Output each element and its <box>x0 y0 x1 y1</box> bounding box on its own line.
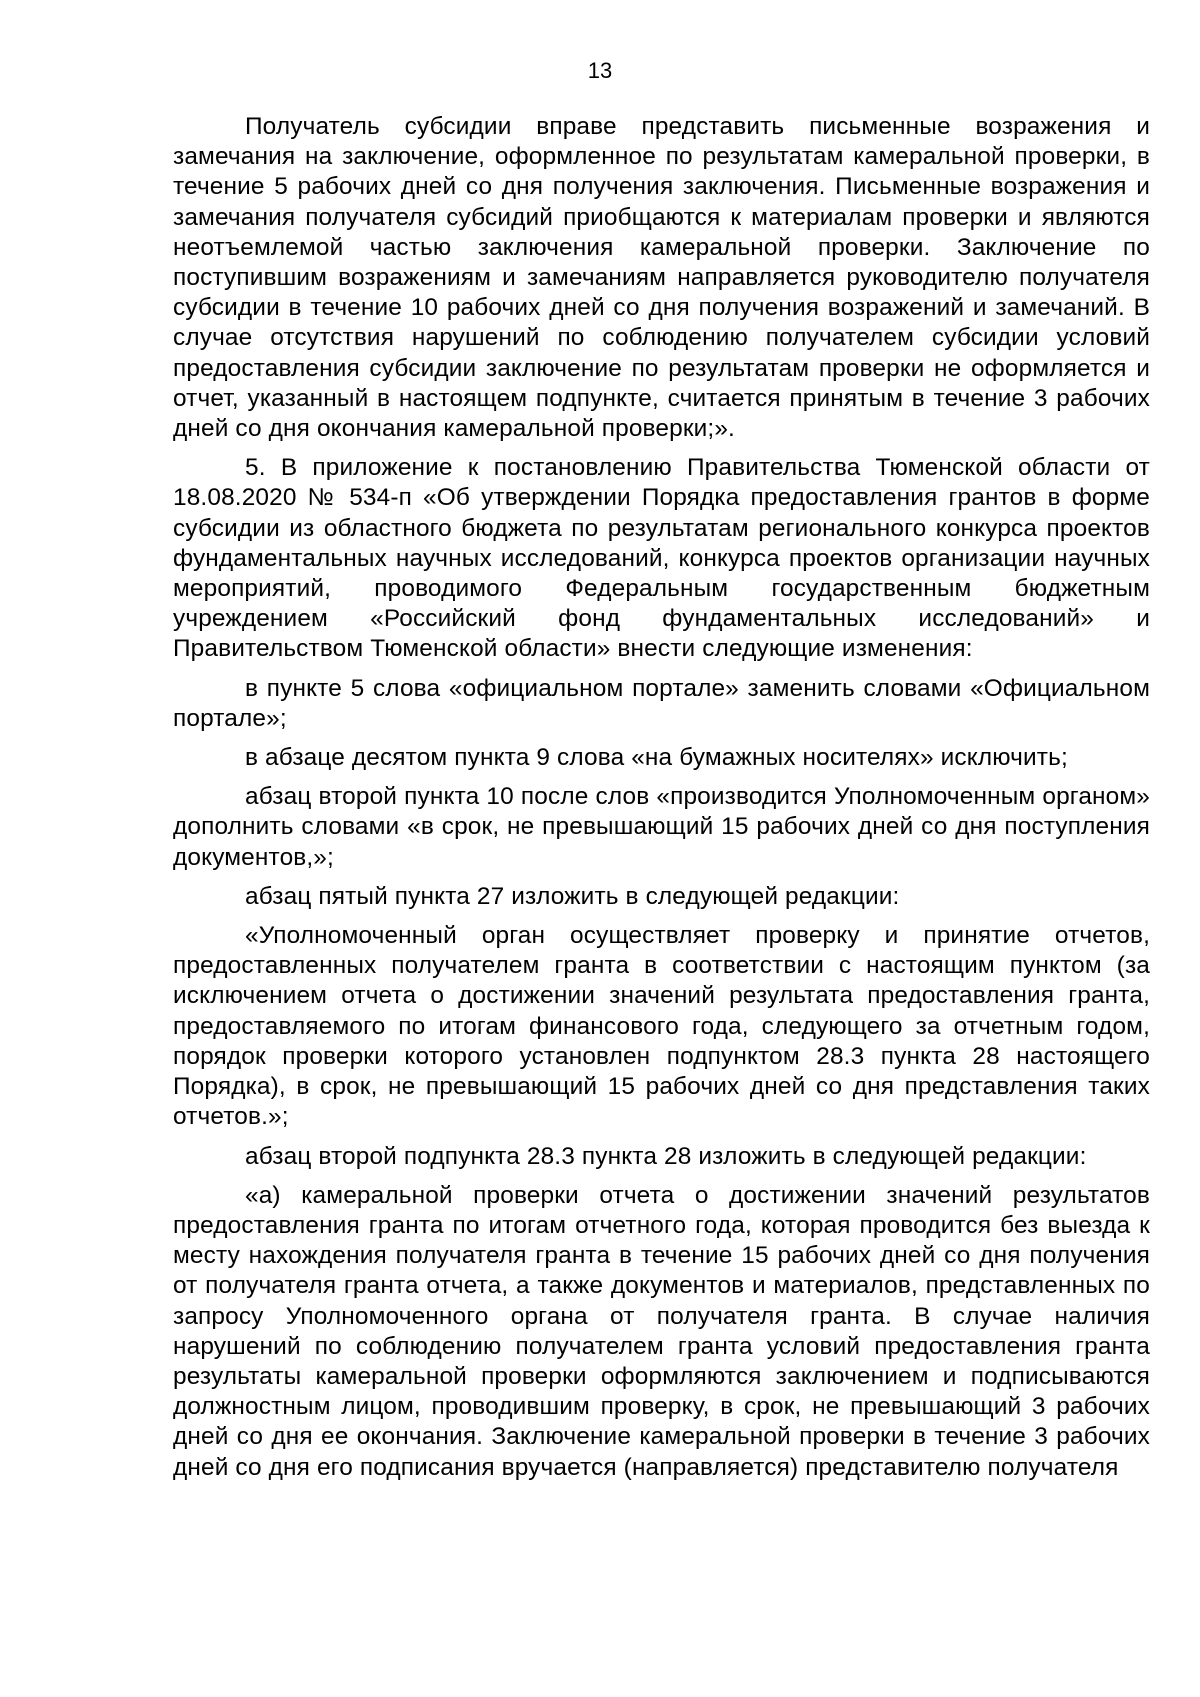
paragraph-item-5: 5. В приложение к постановлению Правительства Тюменской области от 18.08.2020 № 534-п «Об утверждении Порядка предоставления грантов в форме субсидии из областного бюджета по результатам регионального конкурса проектов фундаментальных научных исследований, конкурса проектов организации научных мероприятий, проводимого Федеральным государственным бюджетным учреждением «Российский фонд фундаментальных исследований» и Правительством Тюменской области» внести следующие изменения: <box>173 454 1150 663</box>
page-number: 13 <box>587 58 613 83</box>
paragraph-amend-point-10: абзац второй пункта 10 после слов «производится Уполномоченным органом» дополнить словами «в срок, не превышающий 15 рабочих дней со дня поступления документов,»; <box>173 783 1150 871</box>
paragraph-amend-subpoint-28-3: абзац второй подпункта 28.3 пункта 28 изложить в следующей редакции: <box>245 1142 1087 1170</box>
paragraph-amend-point-9: в абзаце десятом пункта 9 слова «на бумажных носителях» исключить; <box>245 744 1068 772</box>
paragraph-quoted-desk-audit: «а) камеральной проверки отчета о достижении значений результатов предоставления гранта по итогам отчетного года, которая проводится без выезда к месту нахождения получателя гранта в течение 15 рабочих дней со дня получения от получателя гранта отчета, а также документов и материалов, представленных по запросу Уполномоченного органа от получателя гранта. В случае наличия нарушений по соблюдению получателем гранта условий предоставления гранта результаты камеральной проверки оформляются заключением и подписываются должностным лицом, проводившим проверку, в срок, не превышающий 3 рабочих дней со дня ее окончания. Заключение камеральной проверки в течение 3 рабочих дней со дня его подписания вручается (направляется) представителю получателя <box>173 1181 1150 1481</box>
document-body <box>173 112 1150 1492</box>
paragraph-amend-point-27: абзац пятый пункта 27 изложить в следующей редакции: <box>245 882 900 910</box>
paragraph-quoted-report-check: «Уполномоченный орган осуществляет проверку и принятие отчетов, предоставленных получателем гранта в соответствии с настоящим пунктом (за исключением отчета о достижении значений результата предоставления гранта, предоставляемого по итогам финансового года, следующего за отчетным годом, порядок проверки которого установлен подпунктом 28.3 пункта 28 настоящего Порядка), в срок, не превышающий 15 рабочих дней со дня представления таких отчетов.»; <box>173 922 1150 1131</box>
paragraph-amend-point-5: в пункте 5 слова «официальном портале» заменить словами «Официальном портале»; <box>173 674 1150 732</box>
paragraph-objections: Получатель субсидии вправе представить письменные возражения и замечания на заключение, оформленное по результатам камеральной проверки, в течение 5 рабочих дней со дня получения заключения. Письменные возражения и замечания получателя субсидий приобщаются к материалам проверки и являются неотъемлемой частью заключения камеральной проверки. Заключение по поступившим возражениям и замечаниям направляется руководителю получателя субсидии в течение 10 рабочих дней со дня получения возражений и замечаний. В случае отсутствия нарушений по соблюдению получателем субсидии условий предоставления субсидии заключение по результатам проверки не оформляется и отчет, указанный в настоящем подпункте, считается принятым в течение 3 рабочих дней со дня окончания камеральной проверки;». <box>173 113 1150 443</box>
